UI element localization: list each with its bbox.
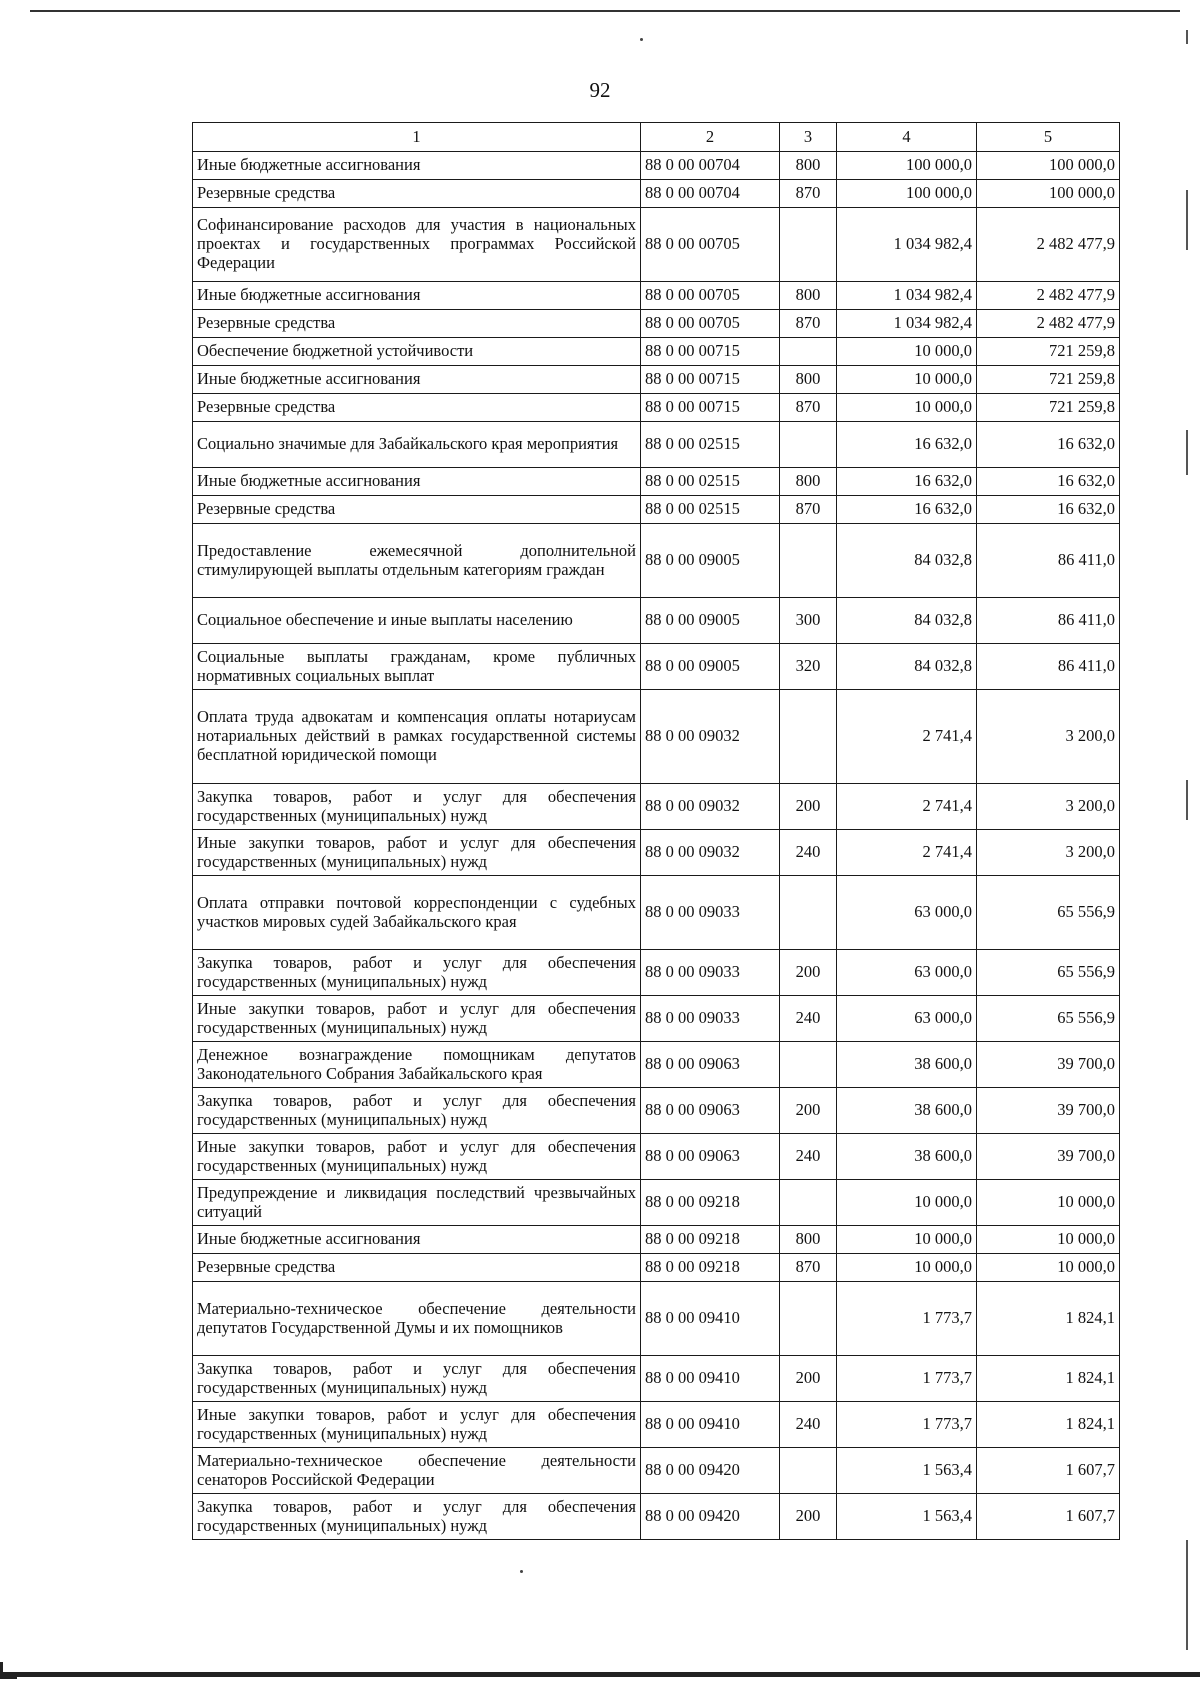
row-name-cell: Резервные средства bbox=[193, 310, 641, 338]
row-name-cell: Иные бюджетные ассигнования bbox=[193, 366, 641, 394]
scan-speck bbox=[520, 1570, 523, 1573]
row-code-cell: 88 0 00 09063 bbox=[641, 1134, 780, 1180]
row-name-cell: Социально значимые для Забайкальского края мероприятия bbox=[193, 422, 641, 468]
header-cell-name: 1 bbox=[193, 123, 641, 152]
table-row bbox=[193, 950, 1120, 996]
row-type-cell: 800 bbox=[780, 1226, 837, 1254]
table-row bbox=[193, 690, 1120, 784]
table-row bbox=[193, 366, 1120, 394]
row-col4-value: 84 032,8 bbox=[837, 598, 977, 644]
row-name-cell: Иные бюджетные ассигнования bbox=[193, 1226, 641, 1254]
row-col5-value: 65 556,9 bbox=[977, 950, 1120, 996]
row-type-cell: 200 bbox=[780, 1356, 837, 1402]
row-col4-value: 38 600,0 bbox=[837, 1042, 977, 1088]
row-type-cell: 200 bbox=[780, 950, 837, 996]
table-row bbox=[193, 1356, 1120, 1402]
row-type-cell: 800 bbox=[780, 366, 837, 394]
row-code-cell: 88 0 00 09005 bbox=[641, 644, 780, 690]
table-row bbox=[193, 644, 1120, 690]
table-row bbox=[193, 784, 1120, 830]
row-type-cell: 870 bbox=[780, 310, 837, 338]
table-row bbox=[193, 876, 1120, 950]
row-col4-value: 16 632,0 bbox=[837, 496, 977, 524]
row-code-cell: 88 0 00 09410 bbox=[641, 1402, 780, 1448]
row-type-cell: 240 bbox=[780, 1402, 837, 1448]
row-name-cell: Резервные средства bbox=[193, 394, 641, 422]
row-name-cell: Софинансирование расходов для участия в национальных проектах и государственных программах Российской Федерации bbox=[193, 208, 641, 282]
table-row bbox=[193, 208, 1120, 282]
row-col4-value: 38 600,0 bbox=[837, 1088, 977, 1134]
row-col5-value: 100 000,0 bbox=[977, 180, 1120, 208]
row-name-cell: Социальное обеспечение и иные выплаты населению bbox=[193, 598, 641, 644]
row-code-cell: 88 0 00 09032 bbox=[641, 830, 780, 876]
row-name-cell: Резервные средства bbox=[193, 180, 641, 208]
row-col4-value: 16 632,0 bbox=[837, 468, 977, 496]
row-col4-value: 1 034 982,4 bbox=[837, 282, 977, 310]
row-type-cell: 240 bbox=[780, 1134, 837, 1180]
row-col5-value: 1 824,1 bbox=[977, 1356, 1120, 1402]
row-col5-value: 1 824,1 bbox=[977, 1282, 1120, 1356]
row-col5-value: 1 824,1 bbox=[977, 1402, 1120, 1448]
table-row bbox=[193, 1448, 1120, 1494]
row-code-cell: 88 0 00 09032 bbox=[641, 690, 780, 784]
table-row bbox=[193, 468, 1120, 496]
row-col5-value: 721 259,8 bbox=[977, 338, 1120, 366]
row-name-cell: Оплата труда адвокатам и компенсация оплаты нотариусам нотариальных действий в рамках государственной системы бесплатной юридической помощи bbox=[193, 690, 641, 784]
row-col4-value: 10 000,0 bbox=[837, 366, 977, 394]
row-type-cell bbox=[780, 208, 837, 282]
row-code-cell: 88 0 00 00704 bbox=[641, 180, 780, 208]
table-header-row bbox=[193, 123, 1120, 152]
table-row bbox=[193, 282, 1120, 310]
row-col4-value: 84 032,8 bbox=[837, 524, 977, 598]
row-col5-value: 100 000,0 bbox=[977, 152, 1120, 180]
table-row bbox=[193, 180, 1120, 208]
row-code-cell: 88 0 00 09410 bbox=[641, 1356, 780, 1402]
row-code-cell: 88 0 00 09032 bbox=[641, 784, 780, 830]
row-name-cell: Иные бюджетные ассигнования bbox=[193, 282, 641, 310]
row-col4-value: 1 563,4 bbox=[837, 1448, 977, 1494]
table-row bbox=[193, 1254, 1120, 1282]
row-col5-value: 86 411,0 bbox=[977, 524, 1120, 598]
row-col5-value: 10 000,0 bbox=[977, 1254, 1120, 1282]
row-col4-value: 2 741,4 bbox=[837, 690, 977, 784]
scan-edge-mark bbox=[1186, 430, 1188, 475]
table-row bbox=[193, 524, 1120, 598]
row-col4-value: 2 741,4 bbox=[837, 830, 977, 876]
row-code-cell: 88 0 00 09410 bbox=[641, 1282, 780, 1356]
row-name-cell: Закупка товаров, работ и услуг для обеспечения государственных (муниципальных) нужд bbox=[193, 1494, 641, 1540]
row-col5-value: 721 259,8 bbox=[977, 366, 1120, 394]
header-cell-col5: 5 bbox=[977, 123, 1120, 152]
row-col5-value: 39 700,0 bbox=[977, 1134, 1120, 1180]
row-col4-value: 63 000,0 bbox=[837, 876, 977, 950]
row-code-cell: 88 0 00 09218 bbox=[641, 1254, 780, 1282]
row-type-cell: 200 bbox=[780, 1088, 837, 1134]
row-code-cell: 88 0 00 02515 bbox=[641, 422, 780, 468]
row-name-cell: Резервные средства bbox=[193, 496, 641, 524]
row-code-cell: 88 0 00 09420 bbox=[641, 1494, 780, 1540]
table-row bbox=[193, 1042, 1120, 1088]
row-code-cell: 88 0 00 00715 bbox=[641, 394, 780, 422]
row-name-cell: Иные закупки товаров, работ и услуг для обеспечения государственных (муниципальных) нужд bbox=[193, 830, 641, 876]
scan-edge-mark bbox=[1186, 190, 1188, 250]
row-col5-value: 65 556,9 bbox=[977, 996, 1120, 1042]
row-code-cell: 88 0 00 09420 bbox=[641, 1448, 780, 1494]
row-col4-value: 10 000,0 bbox=[837, 338, 977, 366]
row-code-cell: 88 0 00 09005 bbox=[641, 524, 780, 598]
row-col4-value: 63 000,0 bbox=[837, 996, 977, 1042]
table-row bbox=[193, 338, 1120, 366]
row-name-cell: Материально-техническое обеспечение деятельности депутатов Государственной Думы и их помощников bbox=[193, 1282, 641, 1356]
row-name-cell: Социальные выплаты гражданам, кроме публичных нормативных социальных выплат bbox=[193, 644, 641, 690]
row-code-cell: 88 0 00 00705 bbox=[641, 310, 780, 338]
row-type-cell bbox=[780, 876, 837, 950]
row-type-cell: 870 bbox=[780, 496, 837, 524]
scan-top-edge bbox=[30, 10, 1180, 12]
row-code-cell: 88 0 00 02515 bbox=[641, 496, 780, 524]
row-col5-value: 3 200,0 bbox=[977, 690, 1120, 784]
row-type-cell bbox=[780, 338, 837, 366]
row-name-cell: Иные закупки товаров, работ и услуг для обеспечения государственных (муниципальных) нужд bbox=[193, 1402, 641, 1448]
row-type-cell bbox=[780, 690, 837, 784]
row-type-cell: 320 bbox=[780, 644, 837, 690]
row-name-cell: Закупка товаров, работ и услуг для обеспечения государственных (муниципальных) нужд bbox=[193, 1088, 641, 1134]
row-col5-value: 65 556,9 bbox=[977, 876, 1120, 950]
row-type-cell bbox=[780, 524, 837, 598]
row-col4-value: 10 000,0 bbox=[837, 1254, 977, 1282]
table-row bbox=[193, 1180, 1120, 1226]
row-code-cell: 88 0 00 00705 bbox=[641, 282, 780, 310]
row-code-cell: 88 0 00 09218 bbox=[641, 1226, 780, 1254]
row-col4-value: 1 773,7 bbox=[837, 1356, 977, 1402]
row-code-cell: 88 0 00 00715 bbox=[641, 338, 780, 366]
row-name-cell: Закупка товаров, работ и услуг для обеспечения государственных (муниципальных) нужд bbox=[193, 784, 641, 830]
row-type-cell bbox=[780, 1448, 837, 1494]
row-col5-value: 2 482 477,9 bbox=[977, 282, 1120, 310]
scan-corner-mark bbox=[0, 1662, 17, 1679]
budget-table bbox=[192, 122, 1120, 1540]
row-name-cell: Иные закупки товаров, работ и услуг для обеспечения государственных (муниципальных) нужд bbox=[193, 996, 641, 1042]
scan-speck bbox=[640, 38, 643, 41]
table-row bbox=[193, 1226, 1120, 1254]
header-cell-col4: 4 bbox=[837, 123, 977, 152]
header-cell-type: 3 bbox=[780, 123, 837, 152]
row-col5-value: 86 411,0 bbox=[977, 598, 1120, 644]
row-code-cell: 88 0 00 00705 bbox=[641, 208, 780, 282]
row-code-cell: 88 0 00 09063 bbox=[641, 1042, 780, 1088]
table-row bbox=[193, 830, 1120, 876]
row-col5-value: 39 700,0 bbox=[977, 1088, 1120, 1134]
row-col5-value: 1 607,7 bbox=[977, 1448, 1120, 1494]
row-code-cell: 88 0 00 02515 bbox=[641, 468, 780, 496]
row-type-cell: 870 bbox=[780, 180, 837, 208]
row-type-cell bbox=[780, 1042, 837, 1088]
row-type-cell: 200 bbox=[780, 784, 837, 830]
row-col5-value: 1 607,7 bbox=[977, 1494, 1120, 1540]
row-type-cell bbox=[780, 422, 837, 468]
row-name-cell: Предоставление ежемесячной дополнительной стимулирующей выплаты отдельным категориям граждан bbox=[193, 524, 641, 598]
scan-edge-mark bbox=[1186, 780, 1188, 820]
row-code-cell: 88 0 00 09033 bbox=[641, 876, 780, 950]
table-row bbox=[193, 1282, 1120, 1356]
row-col5-value: 2 482 477,9 bbox=[977, 310, 1120, 338]
row-code-cell: 88 0 00 00704 bbox=[641, 152, 780, 180]
row-col4-value: 1 034 982,4 bbox=[837, 310, 977, 338]
scan-edge-mark bbox=[1186, 1540, 1188, 1650]
row-col5-value: 3 200,0 bbox=[977, 830, 1120, 876]
row-col5-value: 3 200,0 bbox=[977, 784, 1120, 830]
row-type-cell: 870 bbox=[780, 394, 837, 422]
row-col5-value: 86 411,0 bbox=[977, 644, 1120, 690]
row-code-cell: 88 0 00 09033 bbox=[641, 996, 780, 1042]
row-name-cell: Предупреждение и ликвидация последствий чрезвычайных ситуаций bbox=[193, 1180, 641, 1226]
row-name-cell: Материально-техническое обеспечение деятельности сенаторов Российской Федерации bbox=[193, 1448, 641, 1494]
row-type-cell: 800 bbox=[780, 282, 837, 310]
row-col5-value: 721 259,8 bbox=[977, 394, 1120, 422]
row-code-cell: 88 0 00 00715 bbox=[641, 366, 780, 394]
row-name-cell: Иные бюджетные ассигнования bbox=[193, 152, 641, 180]
row-col4-value: 100 000,0 bbox=[837, 152, 977, 180]
row-name-cell: Закупка товаров, работ и услуг для обеспечения государственных (муниципальных) нужд bbox=[193, 1356, 641, 1402]
row-name-cell: Закупка товаров, работ и услуг для обеспечения государственных (муниципальных) нужд bbox=[193, 950, 641, 996]
row-code-cell: 88 0 00 09218 bbox=[641, 1180, 780, 1226]
table-row bbox=[193, 1134, 1120, 1180]
scan-edge-mark bbox=[1186, 30, 1188, 44]
row-type-cell bbox=[780, 1282, 837, 1356]
page-number: 92 bbox=[589, 78, 611, 102]
row-col5-value: 39 700,0 bbox=[977, 1042, 1120, 1088]
row-col4-value: 38 600,0 bbox=[837, 1134, 977, 1180]
row-col4-value: 1 773,7 bbox=[837, 1282, 977, 1356]
table-row bbox=[193, 598, 1120, 644]
row-col4-value: 63 000,0 bbox=[837, 950, 977, 996]
row-type-cell: 800 bbox=[780, 152, 837, 180]
row-type-cell: 300 bbox=[780, 598, 837, 644]
row-col5-value: 16 632,0 bbox=[977, 468, 1120, 496]
row-col4-value: 10 000,0 bbox=[837, 1226, 977, 1254]
table-row bbox=[193, 422, 1120, 468]
table-row bbox=[193, 496, 1120, 524]
row-name-cell: Обеспечение бюджетной устойчивости bbox=[193, 338, 641, 366]
row-col4-value: 100 000,0 bbox=[837, 180, 977, 208]
row-col4-value: 16 632,0 bbox=[837, 422, 977, 468]
row-col5-value: 2 482 477,9 bbox=[977, 208, 1120, 282]
row-col5-value: 10 000,0 bbox=[977, 1180, 1120, 1226]
row-name-cell: Иные закупки товаров, работ и услуг для обеспечения государственных (муниципальных) нужд bbox=[193, 1134, 641, 1180]
row-type-cell: 800 bbox=[780, 468, 837, 496]
table-row bbox=[193, 1088, 1120, 1134]
row-name-cell: Резервные средства bbox=[193, 1254, 641, 1282]
row-col4-value: 2 741,4 bbox=[837, 784, 977, 830]
row-type-cell bbox=[780, 1180, 837, 1226]
row-type-cell: 240 bbox=[780, 996, 837, 1042]
table-row bbox=[193, 996, 1120, 1042]
row-col4-value: 1 034 982,4 bbox=[837, 208, 977, 282]
table-body bbox=[193, 152, 1120, 1540]
row-type-cell: 240 bbox=[780, 830, 837, 876]
table-row bbox=[193, 1494, 1120, 1540]
header-cell-code: 2 bbox=[641, 123, 780, 152]
row-col4-value: 10 000,0 bbox=[837, 1180, 977, 1226]
row-col4-value: 1 563,4 bbox=[837, 1494, 977, 1540]
row-code-cell: 88 0 00 09063 bbox=[641, 1088, 780, 1134]
row-col4-value: 84 032,8 bbox=[837, 644, 977, 690]
row-col5-value: 16 632,0 bbox=[977, 422, 1120, 468]
row-col4-value: 1 773,7 bbox=[837, 1402, 977, 1448]
row-col5-value: 10 000,0 bbox=[977, 1226, 1120, 1254]
row-type-cell: 870 bbox=[780, 1254, 837, 1282]
table-row bbox=[193, 310, 1120, 338]
table-row bbox=[193, 152, 1120, 180]
row-code-cell: 88 0 00 09033 bbox=[641, 950, 780, 996]
row-col4-value: 10 000,0 bbox=[837, 394, 977, 422]
row-col5-value: 16 632,0 bbox=[977, 496, 1120, 524]
row-code-cell: 88 0 00 09005 bbox=[641, 598, 780, 644]
table-row bbox=[193, 1402, 1120, 1448]
row-name-cell: Денежное вознаграждение помощникам депутатов Законодательного Собрания Забайкальского края bbox=[193, 1042, 641, 1088]
row-name-cell: Оплата отправки почтовой корреспонденции с судебных участков мировых судей Забайкальского края bbox=[193, 876, 641, 950]
table-row bbox=[193, 394, 1120, 422]
scan-bottom-edge bbox=[0, 1672, 1200, 1677]
row-type-cell: 200 bbox=[780, 1494, 837, 1540]
row-name-cell: Иные бюджетные ассигнования bbox=[193, 468, 641, 496]
